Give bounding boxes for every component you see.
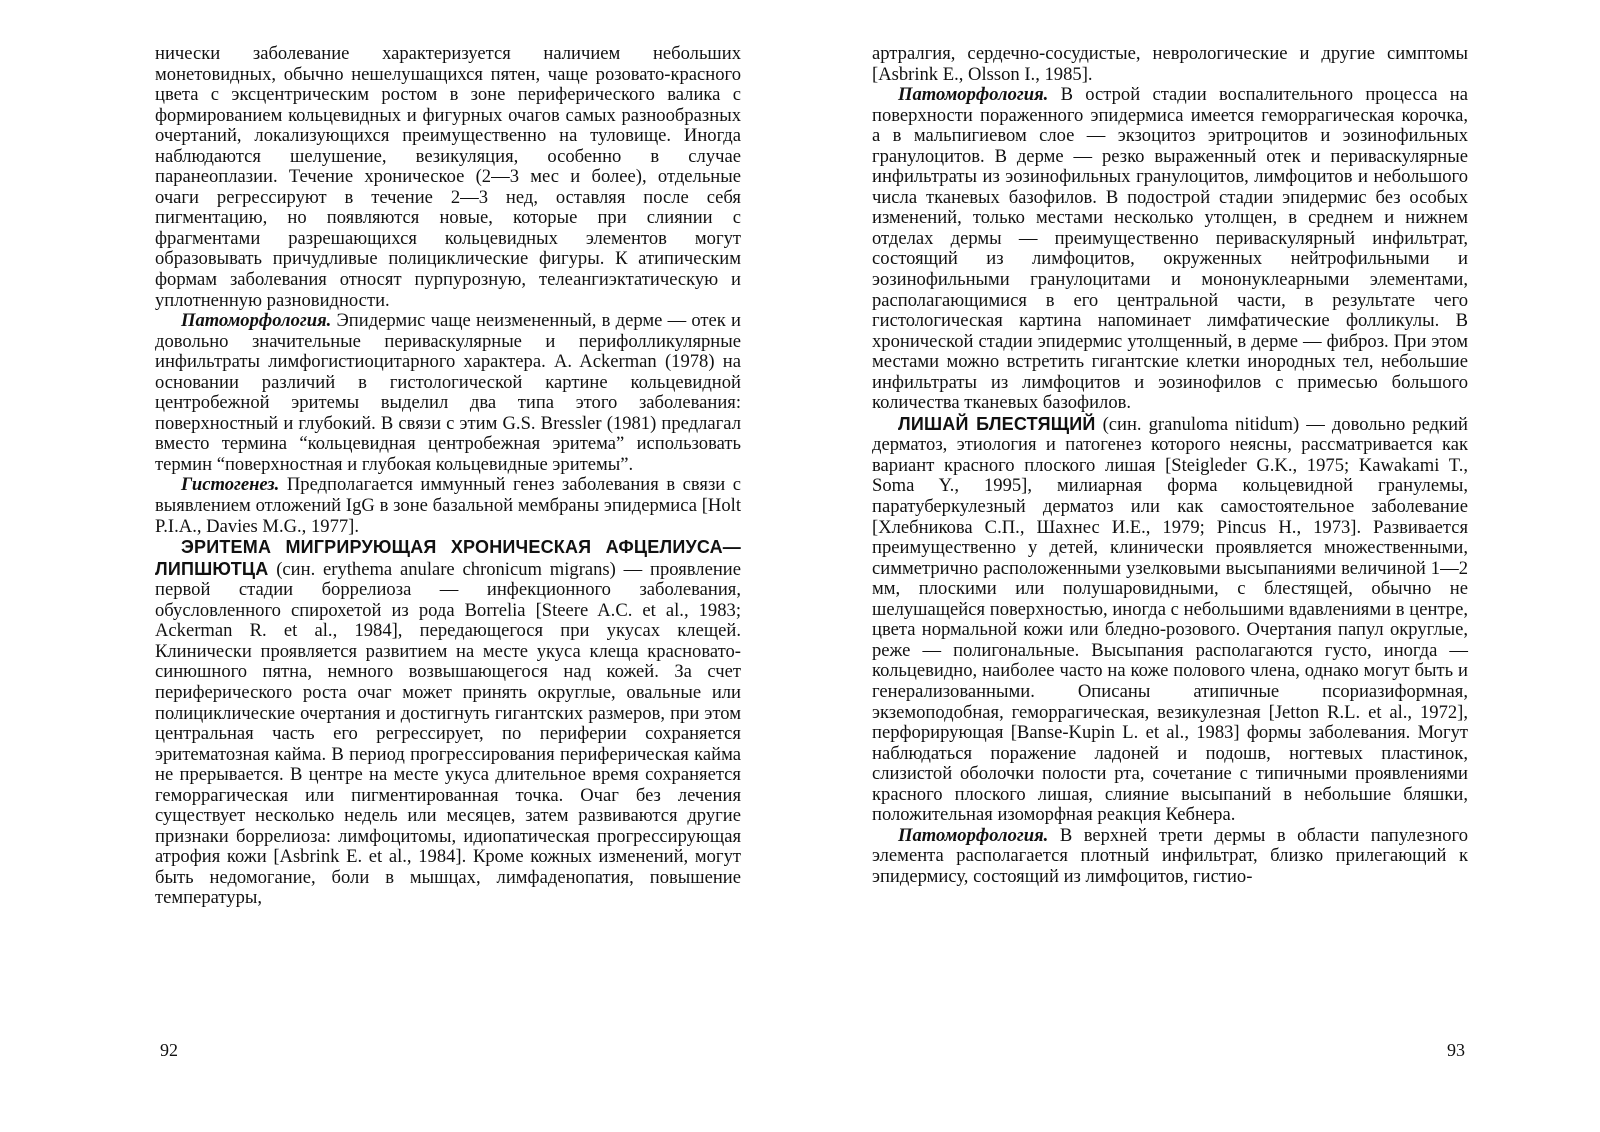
page-number-right: 93 xyxy=(1447,1040,1465,1060)
pathomorphology-heading: Патоморфология. xyxy=(181,310,332,332)
right-page xyxy=(872,44,1468,887)
histogenesis-text: Предполагается иммунный генез заболевания в связи с выявлением отложений IgG в зоне базальной мембраны эпидермиса [Holt P.I.A., Davies M.G., 1977]. xyxy=(155,474,741,537)
pathomorphology-text: Эпидермис чаще неизмененный, в дерме — отек и довольно значительные периваскулярные и перифолликулярные инфильтраты лимфогистиоцитарного характера. A. Ackerman (1978) на основании различий в гистологической картине кольцевидной центробежной эритемы выделил два типа этого заболевания: поверхностный и глубокий. В связи с этим G.S. Bressler (1981) предлагал вместо термина “кольцевидная центробежная эритема” использовать термин “поверхностная и глубокая кольцевидные эритемы”. xyxy=(155,310,741,475)
erythema-migrans-title: ЭРИТЕМА МИГРИРУЮЩАЯ ХРОНИЧЕСКАЯ АФЦЕЛИУСА—ЛИПШЮТЦА xyxy=(155,537,741,579)
pathomorphology-heading: Патоморфология. xyxy=(898,84,1049,106)
left-paragraph-erythema-migrans xyxy=(155,537,741,909)
lichen-nitidus-title: ЛИШАЙ БЛЕСТЯЩИЙ xyxy=(898,413,1096,434)
left-paragraph-1 xyxy=(155,44,741,311)
right-paragraph-1-text: артралгия, сердечно-сосудистые, неврологические и другие симптомы [Asbrink E., Olsson I., 1985]. xyxy=(872,43,1468,85)
pathomorphology-text: В верхней трети дермы в области папулезного элемента располагается плотный инфильтрат, близко прилегающий к эпидермису, состоящий из лимфоцитов, гистио- xyxy=(872,824,1468,887)
right-paragraph-pathomorphology xyxy=(872,85,1468,414)
lichen-nitidus-text: (син. granuloma nitidum) — довольно редкий дерматоз, этиология и патогенез которого неясны, рассматривается как вариант красного плоского лишая [Steigleder G.K., 1975; Kawakami T., Soma Y., 1995], милиарная форма кольцевидной гранулемы, паратуберкулезный дерматоз или как самостоятельное заболевание [Хлебникова С.П., Шахнес И.Е., 1979; Pincus H., 1973]. Развивается преимущественно у детей, клинически проявляется множественными, симметрично расположенными узелковыми высыпаниями величиной 1—2 мм, плоскими или полушаровидными, с блестящей, обычно не шелушащейся поверхностью, иногда с небольшими вдавлениями в центре, цвета нормальной кожи или бледно-розового. Очертания папул округлые, реже — полигональные. Высыпания располагаются густо, иногда — кольцевидно, наиболее часто на коже полового члена, однако могут быть и генерализованными. Описаны атипичные псориазиформная, экземоподобная, геморрагическая, везикулезная [Jetton R.L. et al., 1972], перфорирующая [Banse-Kupin L. et al., 1983] формы заболевания. Могут наблюдаться поражение ладоней и подошв, ногтевых пластинок, слизистой оболочки полости рта, сочетание с типичными проявлениями красного плоского лишая, слияние высыпаний в небольшие бляшки, положительная изоморфная реакция Кебнера. xyxy=(872,413,1469,826)
left-paragraph-1-text: нически заболевание характеризуется наличием небольших монетовидных, обычно нешелушащихся пятен, чаще розовато-красного цвета с эксцентрическим ростом в зоне периферического валика с формированием кольцевидных и фигурных очагов самых разнообразных очертаний, локализующихся преимущественно на туловище. Иногда наблюдаются шелушение, везикуляция, особенно в случае паранеоплазии. Течение хроническое (2—3 мес и более), отдельные очаги регрессируют в течение 2—3 нед, оставляя после себя пигментацию, но появляются новые, которые при слиянии с фрагментами разрешающихся кольцевидных элементов могут образовывать причудливые полициклические фигуры. К атипическим формам заболевания относят пурпурозную, телеангиэктатическую и уплотненную разновидности. xyxy=(155,43,741,311)
page-number-left: 92 xyxy=(160,1040,178,1060)
right-paragraph-lichen-nitidus xyxy=(872,414,1468,826)
right-paragraph-pathomorphology-2 xyxy=(872,826,1468,888)
erythema-migrans-text: (син. erythema anulare chronicum migrans) — проявление первой стадии боррелиоза — инфекционного заболевания, обусловленного спирохетой из рода Borrelia [Steere A.C. et al., 1983; Ackerman R. et al., 1984], передающегося при укусах клещей. Клинически проявляется развитием на месте укуса клеща красновато-синюшного пятна, немного возвышающегося над кожей. За счет периферического роста очаг может принять округлые, овальные или полициклические очертания и достигнуть гигантских размеров, при этом центральная часть его регрессирует, по периферии сохраняется эритематозная кайма. В период прогрессирования периферическая кайма не прерывается. В центре на месте укуса длительное время сохраняется геморрагическая или пигментированная точка. Очаг без лечения существует несколько недель или месяцев, затем развиваются другие признаки боррелиоза: лимфоцитомы, идиопатическая прогрессирующая атрофия кожи [Asbrink E. et al., 1984]. Кроме кожных изменений, могут быть недомогание, боли в мышцах, лимфаденопатия, повышение температуры, xyxy=(155,558,741,909)
histogenesis-heading: Гистогенез. xyxy=(181,474,280,496)
pathomorphology-text: В острой стадии воспалительного процесса на поверхности пораженного эпидермиса имеется геморрагическая корочка, а в мальпигиевом слое — экзоцитоз эритроцитов и эозинофильных гранулоцитов. В дерме — резко выраженный отек и периваскулярные инфильтраты из эозинофильных гранулоцитов, лимфоцитов и небольшого числа тканевых базофилов. В подострой стадии эпидермис без особых изменений, только местами несколько утолщен, в среднем и нижнем отделах дермы — преимущественно периваскулярный инфильтрат, состоящий из лимфоцитов, окруженных нейтрофильными и эозинофильными гранулоцитами и мононуклеарными элементами, располагающимися в его центральной части, в результате чего гистологическая картина напоминает лимфатические фолликулы. В хронической стадии эпидермис утолщенный, в дерме — фиброз. При этом местами можно встретить гигантские клетки инородных тел, небольшие инфильтраты из лимфоцитов и эозинофилов с примесью большого количества тканевых базофилов. xyxy=(872,84,1468,414)
left-paragraph-pathomorphology xyxy=(155,311,741,475)
pathomorphology-heading: Патоморфология. xyxy=(898,824,1049,846)
left-paragraph-histogenesis xyxy=(155,475,741,537)
right-paragraph-1 xyxy=(872,44,1468,85)
left-page xyxy=(155,44,741,909)
